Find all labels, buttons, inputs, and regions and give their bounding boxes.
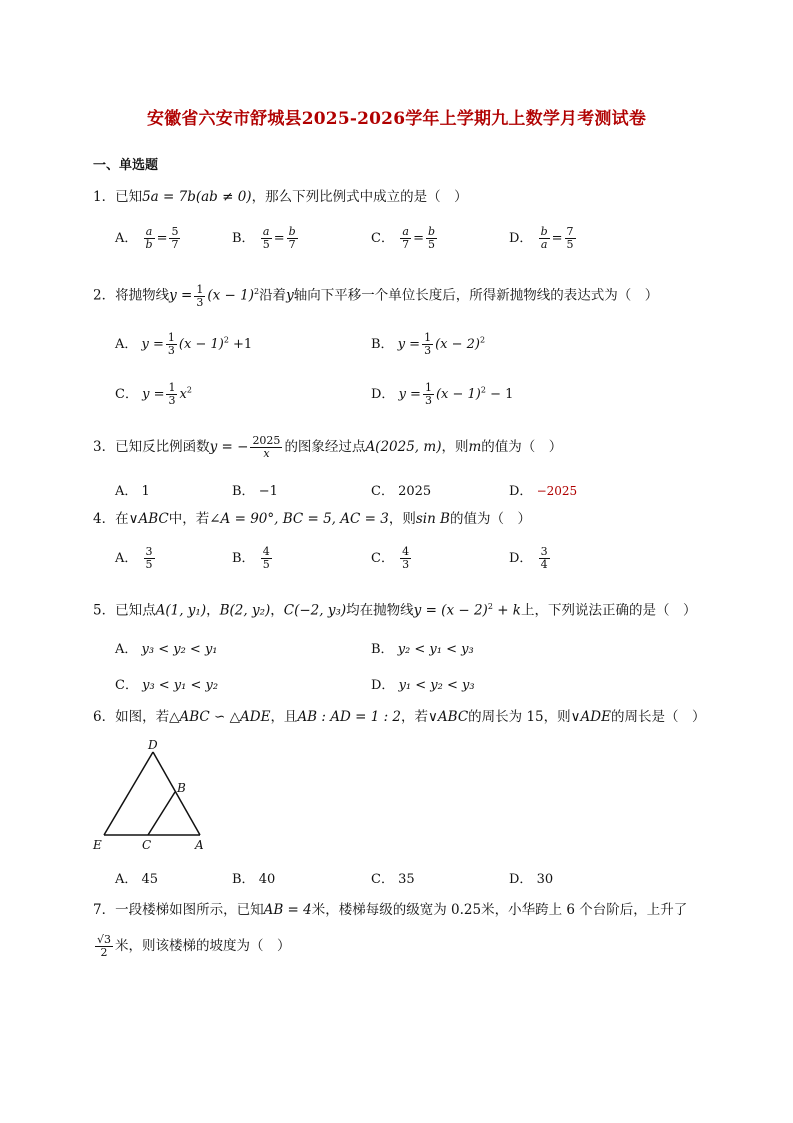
q3-prefix: 3．已知反比例函数 [93,439,210,455]
q6-similarity: △ABC ∽ △ADE [169,709,271,725]
fraction: $\frac{a}{b}$ [145,225,153,251]
q1-condition: 5a = 7b [142,189,196,205]
option-label: C． [115,387,138,402]
q2-axis: y [286,287,294,304]
question-3 [93,435,562,460]
q7-stem-2: 米，则该楼梯的坡度为（ ） [115,938,291,954]
fraction: $\frac{2025}{x}$ [252,434,281,460]
q3-point: A(2025, m) [365,439,442,455]
q5-point-b: B(2, y₂) [219,602,271,619]
q6-ratio: AB : AD = 1 : 2 [297,709,402,725]
q3-y: y = − [209,439,249,455]
q3-option-c[interactable]: C． 2025 [371,484,432,499]
question-5: 5．已知点A(1, y₁)，B(2, y₂)，C(−2, y₃)均在抛物线$y = (x - 2)^2 + k$上，下列说法正确的是（ ） [93,602,697,619]
q3-option-b[interactable]: B． −1 [232,484,278,499]
q5-stem-2: 上，下列说法正确的是（ ） [520,602,697,619]
q5-parabola: y = (x − 2) [413,602,488,619]
fraction: $\frac{7}{5}$ [566,225,574,251]
question-4 [93,510,531,528]
q6-option-c[interactable]: C． 35 [371,872,415,887]
fraction: $\frac{4}{5}$ [262,545,270,571]
q4-stem-2: ，则 [388,511,416,527]
q6-prefix: 6．如图，若 [93,709,170,725]
q2-stem-2: 轴向下平移一个单位长度后，所得新抛物线的表达式为（ ） [293,287,659,304]
q2-option-c[interactable]: C． y = $\frac{1}{3}$ $x^2$ [115,381,192,407]
q2-prefix: 2．将抛物线 [93,287,170,304]
q1-option-b[interactable]: B． $\frac{a}{5}$ = $\frac{b}{7}$ [232,225,296,251]
q1-option-a[interactable]: A． $\frac{a}{b}$ = $\frac{5}{7}$ [115,225,179,251]
option-label: C． [371,231,394,246]
q1-condition-2: (ab ≠ 0) [195,189,252,205]
q6-triangle-2: ∨ADE [570,709,611,725]
q6-option-d[interactable]: D． 30 [509,872,554,887]
q3-stem-3: 的值为（ ） [481,439,563,455]
option-label: D． [371,387,395,402]
q4-stem-3: 的值为（ ） [449,511,531,527]
q6-stem-2: ，若 [401,709,429,725]
option-label: B． [232,231,255,246]
edge-ED [104,752,153,835]
fraction: $\frac{1}{3}$ [167,331,175,357]
q6-triangle-1: ∨ABC [428,709,469,725]
q3-option-a[interactable]: A． 1 [115,484,150,499]
question-7-line-2 [93,934,291,959]
label-A: A [195,838,204,852]
option-label: A． [115,337,138,352]
option-label: D． [509,231,533,246]
q4-triangle: ∨ABC [128,511,169,527]
q5-point-c: C(−2, y₃) [283,602,347,619]
q7-prefix: 7．一段楼梯如图所示，已知 [93,902,264,918]
label-C: C [142,838,152,852]
question-7 [93,901,687,919]
q3-stem-1: 的图象经过点 [284,439,366,455]
fraction: $\frac{1}{3}$ [424,331,432,357]
option-label: B． [371,337,394,352]
fraction: $\frac{b}{5}$ [428,225,436,251]
fraction: $\frac{1}{3}$ [168,381,176,407]
q3-m: m [468,439,482,455]
q5-option-d[interactable]: D． y₁ < y₂ < y₃ [371,678,475,693]
q3-option-d[interactable]: D． −2025 [509,484,578,499]
q2-option-d[interactable]: D． y = $\frac{1}{3}$ $(x - 1)^2 - 1$ [371,381,514,407]
question-6 [93,708,705,726]
label-E: E [93,838,102,852]
fraction: $\frac{b}{a}$ [540,225,548,251]
q6-option-b[interactable]: B． 40 [232,872,276,887]
section-heading: 一、单选题 [93,158,159,173]
q4-function: sin B [415,511,450,527]
option-label: A． [115,231,138,246]
q4-condition: ∠A = 90°, BC = 5, AC = 3 [209,511,389,527]
label-D: D [148,738,158,752]
q1-option-c[interactable]: C． $\frac{a}{7}$ = $\frac{b}{5}$ [371,225,436,251]
q2-expr: (x − 1) [207,287,254,304]
q5-option-a[interactable]: A． y₃ < y₂ < y₁ [115,642,218,657]
q2-option-b[interactable]: B． y = $\frac{1}{3}$ $(x - 2)^2$ [371,331,486,357]
fraction: $\frac{5}{7}$ [171,225,179,251]
fraction: $\frac{√3}{2}$ [97,933,112,959]
q5-stem-1: 均在抛物线 [346,602,414,619]
fraction: $\frac{1}{3}$ [196,282,204,309]
q5-prefix: 5．已知点 [93,602,156,619]
edge-CB [148,792,175,835]
question-2: 2．将抛物线y = $\frac{1}{3}$ $(x - 1)^2$沿着y轴向下平移一个单位长度后，所得新抛物线的表达式为（ ） [93,282,659,309]
fraction: $\frac{1}{3}$ [424,381,432,407]
q2-stem-1: 沿着 [259,287,287,304]
q2-option-a[interactable]: A． y = $\frac{1}{3}$ $(x - 1)^2 +1$ [115,331,253,357]
fraction: $\frac{a}{5}$ [262,225,270,251]
q2-y: y = [169,287,193,304]
q5-point-a: A(1, y₁) [155,602,207,619]
page-title: 安徽省六安市舒城县2025-2026学年上学期九上数学月考测试卷 [146,109,647,129]
fraction: $\frac{4}{3}$ [402,545,410,571]
q4-option-b[interactable]: B． $\frac{4}{5}$ [232,545,270,571]
q1-option-d[interactable]: D． $\frac{b}{a}$ = $\frac{7}{5}$ [509,225,574,251]
q1-prefix: 1．已知 [93,189,143,205]
q6-option-a[interactable]: A． 45 [115,872,159,887]
q4-stem-1: 中，若 [168,511,210,527]
q4-option-c[interactable]: C． $\frac{4}{3}$ [371,545,410,571]
q7-ab: AB = 4 [263,902,312,918]
fraction: $\frac{a}{7}$ [402,225,410,251]
q4-option-a[interactable]: A． $\frac{3}{5}$ [115,545,153,571]
q4-option-d[interactable]: D． $\frac{3}{4}$ [509,545,548,571]
q6-triangle-figure [88,735,218,853]
fraction: $\frac{b}{7}$ [288,225,296,251]
q6-stem-4: 的周长是（ ） [610,709,706,725]
fraction: $\frac{3}{5}$ [145,545,153,571]
q6-stem-3: 的周长为 15，则 [468,709,571,725]
label-B: B [177,781,186,795]
q3-stem-2: ，则 [441,439,469,455]
q7-stem-1: 米，楼梯每级的级宽为 0.25米，小华跨上 6 个台阶后，上升了 [311,902,688,918]
fraction: $\frac{3}{4}$ [540,545,548,571]
q4-prefix: 4．在 [93,511,129,527]
q5-option-c[interactable]: C． y₃ < y₁ < y₂ [115,678,219,693]
q1-stem: ，那么下列比例式中成立的是（ ） [251,189,468,205]
q6-stem-1: ，且 [270,709,298,725]
q5-option-b[interactable]: B． y₂ < y₁ < y₃ [371,642,474,657]
question-1 [93,188,468,206]
